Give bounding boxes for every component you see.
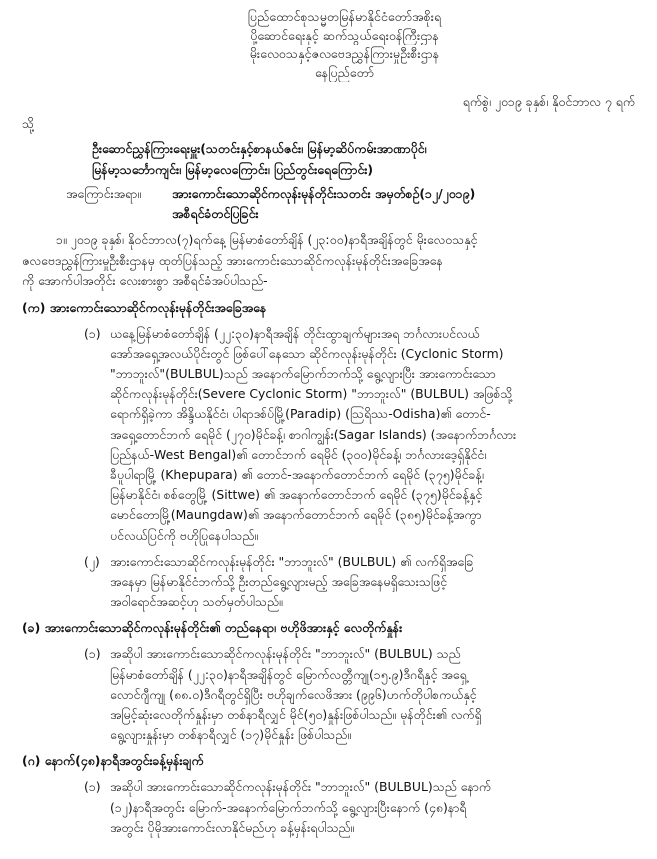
item-line: အမြင့်ဆုံးလေတိုက်နှုန်းမှာ တစ်နာရီလျှင် မိုင်(၅၀)နှုန်းဖြစ်ပါသည်။ မုန်တိုင်း၏ လက်ရှိ xyxy=(110,706,482,722)
letter-date: ရက်စွဲ၊ ၂၀၁၉ ခုနှစ်၊ နိုဝင်ဘာလ ၇ ရက် xyxy=(462,94,635,109)
item-body xyxy=(110,644,637,745)
item-line: ခီပူပါရာမြို့ (Khepupara) ၏ တောင်-အနောက်တောင်ဘက် ရေမိုင် (၃၇၅)မိုင်ခန့်၊ xyxy=(110,466,484,482)
paragraph-line: ၁။ ၂၀၁၉ ခုနှစ်၊ နိုဝင်ဘာလ(၇)ရက်နေ့ မြန်မာစံတော်ချိန် (၂၃:၀၀)နာရီအချိန်တွင် မိုးလေဝသနှင့် xyxy=(56,232,478,247)
item-line: မောင်တောမြို့(Maungdaw)၏ အနောက်တောင်ဘက် ရေမိုင် (၃၈၅)မိုင်ခန့်အကွာ xyxy=(110,507,482,523)
letterhead-government: ပြည်ထောင်စုသမ္မတမြန်မာနိုင်ငံတော်အစိုးရ xyxy=(247,9,442,24)
letter-to: သို့ xyxy=(22,116,34,131)
item-body xyxy=(110,552,637,613)
item-line: ရောက်ရှိခဲ့ကာ အိန္ဒိယနိုင်ငံ၊ ပါရာဒစ်ပ်မြို့(Paradip) (ဩရိဿ-Odisha)၏ တောင်- xyxy=(110,406,491,422)
item-line: "ဘာဘူးလ်"(BULBUL)သည် အနောက်မြောက်ဘက်သို့ ရွေ့လျားပြီး အားကောင်းသော xyxy=(110,365,496,381)
addressee-line: ဦးဆောင်ညွှန်ကြားရေးမှူး(သတင်းနှင့်စာနယ်ဇင်း၊ မြန်မာ့ဆိပ်ကမ်းအာဏာပိုင်၊ xyxy=(92,141,427,156)
item-body xyxy=(110,777,637,838)
item-line: အတွင်း ပိုမိုအားကောင်းလာနိုင်မည်ဟု ခန့်မှန်းရပါသည်။ xyxy=(110,819,355,835)
addressees xyxy=(22,138,637,180)
item-line: အဆိုပါ အားကောင်းသောဆိုင်ကလုန်းမုန်တိုင်း "ဘာဘူးလ်" (BULBUL)သည် နောက် xyxy=(110,779,491,795)
section-c-item-1 xyxy=(22,777,637,838)
section-b-heading: (ခ) အားကောင်းသောဆိုင်ကလုန်းမုန်တိုင်း၏ တည်နေရာ၊ ဗဟိုဖိအားနှင့် လေတိုက်နှုန်း xyxy=(22,620,403,636)
item-line: (၁၂)နာရီအတွင်း မြောက်-အနောက်မြောက်ဘက်သို့ ရွေ့လျားပြီးနောက် (၄၈)နာရီ xyxy=(110,799,467,815)
paragraph-line: ကို အောက်ပါအတိုင်း လေးစားစွာ အစီရင်ခံအပ်ပါသည်- xyxy=(22,273,268,288)
section-a-item-2 xyxy=(22,552,637,613)
item-line: အားကောင်းသောဆိုင်ကလုန်းမုန်တိုင်း "ဘာဘူးလ်" (BULBUL) ၏ လက်ရှိအခြေ xyxy=(110,553,474,569)
paragraph-1 xyxy=(22,230,637,292)
item-line: အဝါရောင်အဆင့်ဟု သတ်မှတ်ပါသည်။ xyxy=(110,594,283,610)
addressee-line: မြန်မာ့သင်္ဘောကျင်း၊ မြန်မာ့လေကြောင်း၊ ပြည်တွင်းရေကြောင်း) xyxy=(92,162,374,177)
letterhead-department: မိုးလေဝသနှင့်ဇလဗေဒညွှန်ကြားမှုဦးစီးဌာန xyxy=(249,46,440,61)
item-number: (၁) xyxy=(84,325,101,341)
item-number: (၁) xyxy=(84,646,101,662)
item-line: လောင်ဂျီကျု (၈၈.၀)ဒီဂရီတွင်ရှိပြီး ဗဟိုချက်လေဖိအား (၉၉၆)ဟက်တိုပါစကယ်နှင့် xyxy=(110,686,477,702)
item-line: ဆိုင်ကလုန်းမုန်တိုင်း(Severe Cyclonic Storm) "ဘာဘူးလ်" (BULBUL) အဖြစ်သို့ xyxy=(110,386,513,402)
item-number: (၁) xyxy=(84,779,101,795)
subject-block xyxy=(22,184,637,224)
letterhead xyxy=(22,8,637,82)
subject-line: အားကောင်းသောဆိုင်ကလုန်းမုန်တိုင်းသတင်း အမှတ်စဉ်(၁၂/၂၀၁၉) xyxy=(172,186,476,201)
item-line: အနေမှာ မြန်မာနိုင်ငံဘက်သို့ ဦးတည်ရွေ့လျားမည့် အခြေအနေမရှိသေးသဖြင့် xyxy=(110,573,447,589)
subject-label: အကြောင်းအရာ။ xyxy=(66,186,141,201)
item-line: ပင်လယ်ပြင်ကို ဗဟိုပြုနေပါသည်။ xyxy=(110,527,259,543)
letterhead-location: နေပြည်တော် xyxy=(314,64,375,80)
letterhead-ministry: ပို့ဆောင်ရေးနှင့် ဆက်သွယ်ရေးဝန်ကြီးဌာန xyxy=(250,27,439,43)
subject-line: အစီရင်ခံတင်ပြခြင်း xyxy=(172,206,259,221)
item-line: ရွေ့လျားနှုန်းမှာ တစ်နာရီလျှင် (၁၇)မိုင်နှုန်း ဖြစ်ပါသည်။ xyxy=(110,727,352,743)
item-body xyxy=(110,324,637,546)
section-a-item-1 xyxy=(22,324,637,546)
item-line: အော်အရှေ့အလယ်ပိုင်းတွင် ဖြစ်ပေါ်နေသော ဆိုင်ကလုန်းမုန်တိုင်း (Cyclonic Storm) xyxy=(110,345,504,361)
item-line: မြန်မာနိုင်ငံ၊ စစ်တွေမြို့ (Sittwe) ၏ အနောက်တောင်ဘက် ရေမိုင် (၃၇၅)မိုင်ခန့်နှင့် xyxy=(110,487,483,503)
section-b-item-1 xyxy=(22,644,637,745)
section-c-heading: (ဂ) နောက်(၄၈)နာရီအတွင်းခန့်မှန်းချက် xyxy=(22,753,204,769)
section-a-heading: (က) အားကောင်းသောဆိုင်ကလုန်းမုန်တိုင်းအခြေအနေ xyxy=(22,299,267,315)
item-line: ယနေ့မြန်မာစံတော်ချိန် (၂၂:၃၀)နာရီအချိန် တိုင်းထွာချက်များအရ ဘင်္ဂလားပင်လယ် xyxy=(110,325,480,341)
item-line: အရှေ့တောင်ဘက် ရေမိုင် (၂၇၀)မိုင်ခန့်၊ စာဂါကျွန်း(Sagar Islands) (အနောက်ဘင်္ဂလား xyxy=(110,426,517,442)
subject-text xyxy=(172,184,475,224)
item-line: အဆိုပါ အားကောင်းသောဆိုင်ကလုန်းမုန်တိုင်း "ဘာဘူးလ်" (BULBUL) သည် xyxy=(110,646,461,662)
paragraph-line: ဇလဗေဒညွှန်ကြားမှုဦးစီးဌာနမှ ထုတ်ပြန်သည့် အားကောင်းသောဆိုင်ကလုန်းမုန်တိုင်းအခြေအနေ xyxy=(22,252,443,268)
item-number: (၂) xyxy=(84,553,100,569)
item-line: ပြည်နယ်-West Bengal)၏ တောင်ဘက် ရေမိုင် (၃၀၀)မိုင်ခန့်၊ ဘင်္ဂလားဒေ့ရှ်နိုင်ငံ၊ xyxy=(110,446,487,462)
item-line: မြန်မာစံတော်ချိန် (၂၂:၃၀)နာရီအချိန်တွင် မြောက်လတ္တီကျု(၁၅.၉)ဒီဂရီနှင့် အရှေ့ xyxy=(110,666,467,682)
